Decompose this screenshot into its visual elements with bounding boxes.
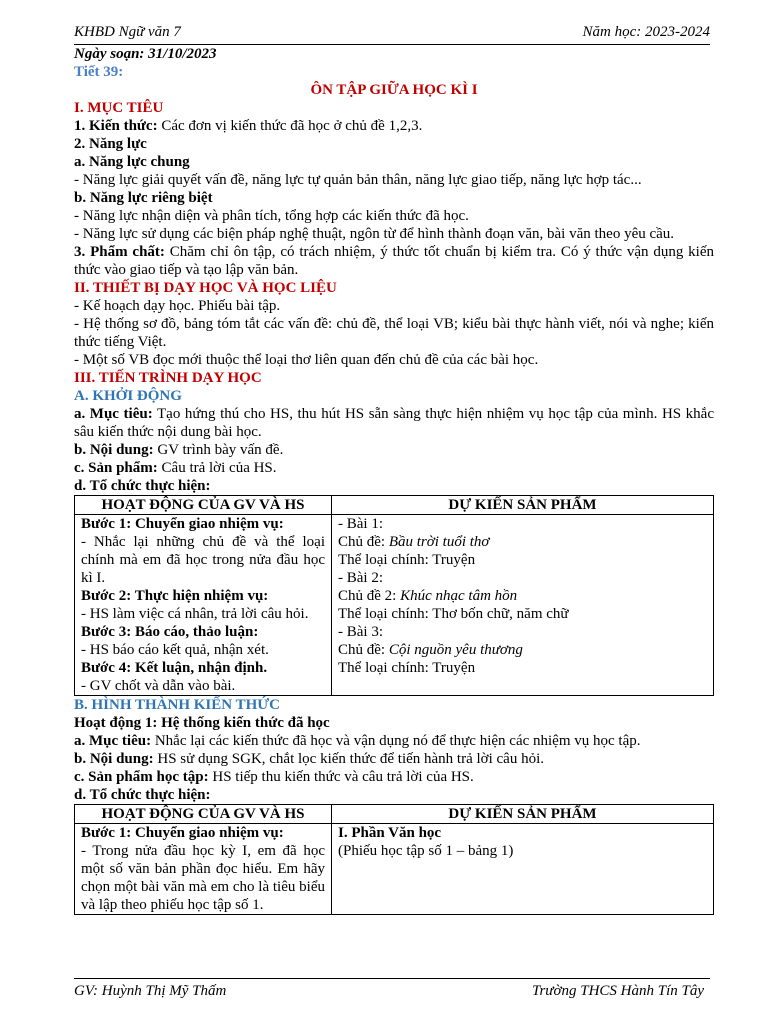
specific-competence-1: - Năng lực nhận diện và phân tích, tổng hợp các kiến thức đã học. bbox=[74, 208, 469, 224]
product-topic-label: Chủ đề: bbox=[338, 534, 389, 550]
general-competence-text: - Năng lực giải quyết vấn đề, năng lực tự quản bản thân, năng lực giao tiếp, năng lực hợp tác... bbox=[74, 172, 642, 188]
quality-label: 3. Phẩm chất: bbox=[74, 244, 165, 260]
product-line: (Phiếu học tập số 1 – bảng 1) bbox=[338, 843, 514, 859]
product-line: Thể loại chính: Thơ bốn chữ, năm chữ bbox=[338, 606, 569, 622]
activity-1-objective-label: a. Mục tiêu: bbox=[74, 733, 152, 749]
product-topic: Khúc nhạc tâm hồn bbox=[400, 588, 518, 604]
warmup-content-label: b. Nội dung: bbox=[74, 442, 154, 458]
document-body bbox=[74, 45, 714, 915]
activity-1-content-text: HS sử dụng SGK, chắt lọc kiến thức để tiến hành trả lời câu hỏi. bbox=[153, 751, 544, 767]
quality-line bbox=[74, 243, 714, 279]
product-cell bbox=[332, 515, 714, 696]
page-header bbox=[74, 22, 710, 45]
step-4-text: - GV chốt và dẫn vào bài. bbox=[81, 678, 236, 694]
product-line bbox=[338, 641, 707, 659]
warmup-content bbox=[74, 441, 714, 459]
footer-right: Trường THCS Hành Tín Tây bbox=[531, 983, 704, 999]
product-topic-label: Chủ đề: bbox=[338, 642, 389, 658]
lesson-number: Tiết 39: bbox=[74, 64, 124, 80]
warmup-objective-label: a. Mục tiêu: bbox=[74, 406, 153, 422]
activity-1-product bbox=[74, 768, 714, 786]
warmup-product bbox=[74, 459, 714, 477]
activity-1-content bbox=[74, 750, 714, 768]
specific-competence-2: - Năng lực sử dụng các biện pháp nghệ thuật, ngôn từ để hình thành đoạn văn, bài văn theo yêu cầu. bbox=[74, 226, 675, 242]
knowledge-label: 1. Kiến thức: bbox=[74, 118, 158, 134]
date-line: Ngày soạn: 31/10/2023 bbox=[74, 46, 217, 62]
product-line: Thể loại chính: Truyện bbox=[338, 660, 476, 676]
step-4-label: Bước 4: Kết luận, nhận định. bbox=[81, 660, 268, 676]
warmup-product-text: Câu trả lời của HS. bbox=[157, 460, 277, 476]
table-row bbox=[75, 515, 714, 696]
step-1-text: - Nhắc lại những chủ đề và thể loại chính mà em đã học trong nửa đầu học kì I. bbox=[81, 534, 325, 586]
section-2-heading: II. THIẾT BỊ DẠY HỌC VÀ HỌC LIỆU bbox=[74, 280, 337, 296]
warmup-table bbox=[74, 495, 714, 696]
table-header-activity: HOẠT ĐỘNG CỦA GV VÀ HS bbox=[75, 805, 332, 824]
step-1-text: - Trong nửa đầu học kỳ I, em đã học một số văn bản phần đọc hiểu. Em hãy chọn một bài văn mà em cho là tiêu biểu và lập theo phiếu học tập số 1. bbox=[81, 843, 325, 913]
product-topic-label: Chủ đề 2: bbox=[338, 588, 401, 604]
knowledge-building-heading: B. HÌNH THÀNH KIẾN THỨC bbox=[74, 697, 281, 713]
section-3-heading: III. TIẾN TRÌNH DẠY HỌC bbox=[74, 370, 262, 386]
warmup-product-label: c. Sản phẩm: bbox=[74, 460, 158, 476]
activity-1-objective-text: Nhắc lại các kiến thức đã học và vận dụng nó để thực hiện các nhiệm vụ học tập. bbox=[151, 733, 641, 749]
activity-1-product-text: HS tiếp thu kiến thức và câu trả lời của HS. bbox=[208, 769, 474, 785]
activity-1-heading: Hoạt động 1: Hệ thống kiến thức đã học bbox=[74, 715, 330, 731]
product-line: - Bài 3: bbox=[338, 624, 383, 640]
table-header-product: DỰ KIẾN SẢN PHẨM bbox=[332, 805, 714, 824]
activity-cell bbox=[75, 515, 332, 696]
knowledge-text: Các đơn vị kiến thức đã học ở chủ đề 1,2,3. bbox=[157, 118, 423, 134]
step-2-text: - HS làm việc cá nhân, trả lời câu hỏi. bbox=[81, 606, 309, 622]
warmup-objective bbox=[74, 405, 714, 441]
step-1-label: Bước 1: Chuyển giao nhiệm vụ: bbox=[81, 516, 284, 532]
table-header-row bbox=[75, 805, 714, 824]
warmup-content-text: GV trình bày vấn đề. bbox=[153, 442, 284, 458]
product-topic: Cội nguồn yêu thương bbox=[388, 642, 523, 658]
product-line: I. Phần Văn học bbox=[338, 825, 442, 841]
step-2-label: Bước 2: Thực hiện nhiệm vụ: bbox=[81, 588, 269, 604]
table-row bbox=[75, 824, 714, 915]
product-topic: Bầu trời tuổi thơ bbox=[388, 534, 490, 550]
equipment-2: - Hệ thống sơ đồ, bảng tóm tắt các vấn đề: chủ đề, thể loại VB; kiểu bài thực hành viết, nói và nghe; kiến thức tiếng Việt. bbox=[74, 316, 714, 350]
header-left: KHBD Ngữ văn 7 bbox=[74, 24, 181, 40]
table-header-row bbox=[75, 496, 714, 515]
warmup-organization: d. Tổ chức thực hiện: bbox=[74, 478, 211, 494]
quality-text: Chăm chỉ ôn tập, có trách nhiệm, ý thức tốt chuẩn bị kiểm tra. Có ý thức vận dụng kiến thức vào giao tiếp và tạo lập văn bản. bbox=[74, 244, 714, 278]
page-title: ÔN TẬP GIỮA HỌC KÌ I bbox=[310, 82, 478, 98]
equipment-3: - Một số VB đọc mới thuộc thể loại thơ liên quan đến chủ đề của các bài học. bbox=[74, 352, 539, 368]
page-footer bbox=[74, 978, 710, 1004]
table-header-product: DỰ KIẾN SẢN PHẨM bbox=[332, 496, 714, 515]
competence-heading: 2. Năng lực bbox=[74, 136, 147, 152]
activity-1-organization: d. Tổ chức thực hiện: bbox=[74, 787, 211, 803]
product-line bbox=[338, 533, 707, 551]
table-header-activity: HOẠT ĐỘNG CỦA GV VÀ HS bbox=[75, 496, 332, 515]
header-right: Năm học: 2023-2024 bbox=[582, 24, 710, 40]
product-line: - Bài 2: bbox=[338, 570, 383, 586]
warmup-heading: A. KHỞI ĐỘNG bbox=[74, 388, 182, 404]
knowledge-line bbox=[74, 117, 714, 135]
equipment-1: - Kế hoạch dạy học. Phiếu bài tập. bbox=[74, 298, 281, 314]
product-line: - Bài 1: bbox=[338, 516, 383, 532]
product-line: Thể loại chính: Truyện bbox=[338, 552, 476, 568]
activity-cell bbox=[75, 824, 332, 915]
step-3-label: Bước 3: Báo cáo, thảo luận: bbox=[81, 624, 259, 640]
footer-left: GV: Huỳnh Thị Mỹ Thấm bbox=[74, 983, 227, 999]
activity-1-objective bbox=[74, 732, 714, 750]
product-cell bbox=[332, 824, 714, 915]
general-competence-heading: a. Năng lực chung bbox=[74, 154, 190, 170]
section-1-heading: I. MỤC TIÊU bbox=[74, 100, 164, 116]
step-1-label: Bước 1: Chuyển giao nhiệm vụ: bbox=[81, 825, 284, 841]
activity-1-product-label: c. Sản phẩm học tập: bbox=[74, 769, 209, 785]
activity-1-content-label: b. Nội dung: bbox=[74, 751, 154, 767]
activity-1-table bbox=[74, 804, 714, 915]
step-3-text: - HS báo cáo kết quả, nhận xét. bbox=[81, 642, 269, 658]
warmup-objective-text: Tạo hứng thú cho HS, thu hút HS sẵn sàng thực hiện nhiệm vụ học tập của mình. HS khắc sâu kiến thức nội dung bài học. bbox=[74, 406, 715, 440]
specific-competence-heading: b. Năng lực riêng biệt bbox=[74, 190, 213, 206]
product-line bbox=[338, 587, 707, 605]
